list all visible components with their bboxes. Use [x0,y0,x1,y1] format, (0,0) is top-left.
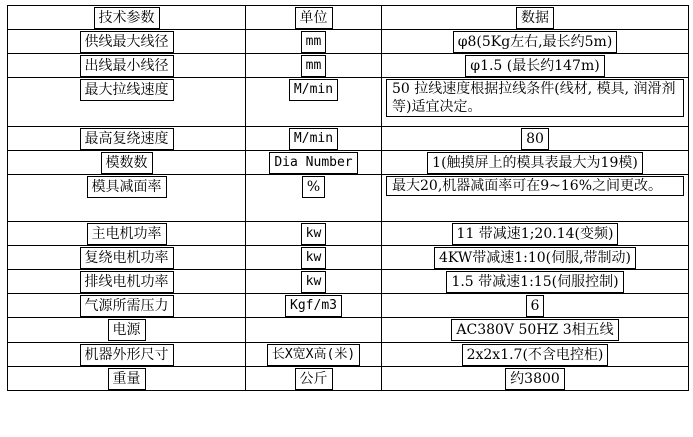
unit-label: M/min [289,79,338,101]
data-cell [382,270,689,294]
header-unit: 单位 [295,7,333,29]
param-cell [8,270,246,294]
data-cell [382,343,689,367]
unit-label: kw [301,247,327,269]
data-cell [382,78,689,127]
unit-label: kw [301,271,327,293]
table-row [8,318,689,343]
header-data-cell [382,6,689,30]
unit-cell [246,294,382,318]
unit-cell [246,78,382,127]
table-row [8,78,689,127]
data-value: 50 拉线速度根据拉线条件(线材, 模具, 润滑剂等)适宜决定。 [386,79,684,117]
table-row [8,127,689,151]
param-label: 复绕电机功率 [80,247,174,269]
data-value: φ8(5Kg左右,最长约5m) [453,31,618,53]
param-cell [8,246,246,270]
param-cell [8,294,246,318]
unit-cell [246,54,382,78]
unit-cell [246,30,382,54]
data-value: 2x2x1.7(不含电控柜) [462,344,609,366]
param-cell [8,151,246,175]
param-label: 模具减面率 [87,176,167,198]
data-value: 4KW带减速1:10(伺服,带制动) [434,247,636,269]
unit-cell [246,151,382,175]
table-row [8,151,689,175]
table-row [8,222,689,246]
header-unit-cell [246,6,382,30]
unit-cell [246,175,382,222]
unit-label: Kgf/m3 [285,295,342,317]
param-label: 机器外形尺寸 [80,344,174,366]
unit-cell [246,318,382,343]
param-label: 供线最大线径 [80,31,174,53]
data-cell [382,151,689,175]
param-cell [8,127,246,151]
param-label: 最高复绕速度 [80,128,174,150]
header-param: 技术参数 [94,7,160,29]
data-value: 80 [521,128,549,150]
table-row [8,270,689,294]
table-row [8,30,689,54]
param-cell [8,343,246,367]
param-label: 主电机功率 [87,223,167,245]
unit-cell [246,127,382,151]
unit-label: 长X宽X高(米) [267,344,360,366]
table-row [8,294,689,318]
data-cell [382,175,689,222]
table-row [8,175,689,222]
unit-label: M/min [289,128,338,150]
table-row [8,343,689,367]
spec-table [7,5,689,391]
param-cell [8,367,246,391]
data-cell [382,30,689,54]
param-cell [8,222,246,246]
unit-label: % [302,176,325,198]
data-value: 6 [526,295,545,317]
unit-cell [246,246,382,270]
data-cell [382,54,689,78]
param-label: 模数数 [101,152,153,174]
unit-label: mm [301,31,327,53]
unit-cell [246,367,382,391]
param-cell [8,318,246,343]
data-cell [382,222,689,246]
data-value: AC380V 50HZ 3相五线 [451,319,618,341]
param-label: 最大拉线速度 [80,79,174,101]
param-label: 重量 [108,368,146,390]
param-cell [8,78,246,127]
param-label: 电源 [108,319,146,341]
table-row [8,367,689,391]
data-value: 11 带减速1;20.14(变频) [452,223,619,245]
data-value: 最大20,机器减面率可在9~16%之间更改。 [386,176,684,196]
unit-label: kw [301,223,327,245]
unit-label: Dia Number [269,152,357,174]
table-row [8,54,689,78]
param-label: 出线最小线径 [80,55,174,77]
unit-label: 公斤 [295,368,333,390]
data-cell [382,318,689,343]
data-cell [382,294,689,318]
unit-cell [246,270,382,294]
unit-cell [246,343,382,367]
header-row [8,6,689,30]
data-value: 1.5 带减速1:15(伺服控制) [446,271,623,293]
param-cell [8,30,246,54]
param-label: 气源所需压力 [80,295,174,317]
unit-cell [246,222,382,246]
param-label: 排线电机功率 [80,271,174,293]
header-data: 数据 [516,7,554,29]
header-param-cell [8,6,246,30]
table-row [8,246,689,270]
param-cell [8,175,246,222]
data-cell [382,246,689,270]
data-value: 1(触摸屏上的模具表最大为19模) [427,152,643,174]
param-cell [8,54,246,78]
data-value: φ1.5 (最长约147m) [465,55,604,77]
data-cell [382,367,689,391]
data-cell [382,127,689,151]
unit-label: mm [301,55,327,77]
data-value: 约3800 [505,368,565,390]
